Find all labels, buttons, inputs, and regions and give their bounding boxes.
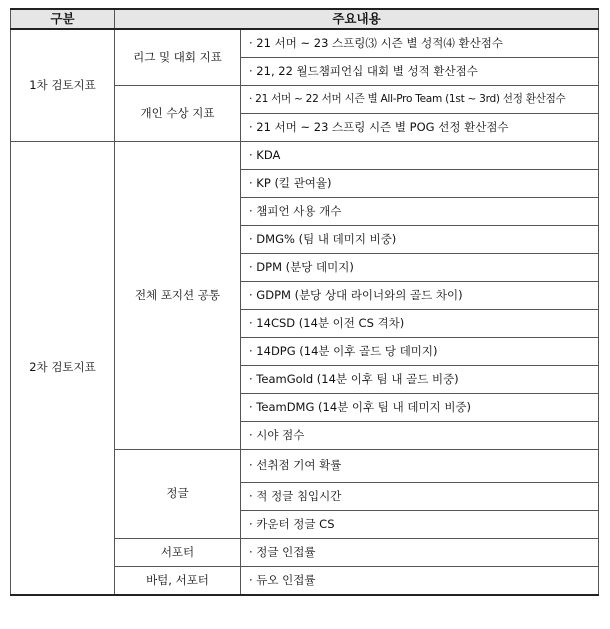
table-row	[11, 142, 599, 170]
list-item: · DMG% (팀 내 데미지 비중)	[241, 226, 599, 254]
indicator-table-container	[10, 8, 599, 596]
list-item: · 선취점 기여 확률	[241, 450, 599, 483]
list-item: · GDPM (분당 상대 라이너와의 골드 차이)	[241, 282, 599, 310]
list-item: · KP (킬 관여율)	[241, 170, 599, 198]
group-label-secondary: 2차 검토지표	[11, 142, 115, 596]
list-item: · 챔피언 사용 개수	[241, 198, 599, 226]
list-item: · TeamGold (14분 이후 팀 내 골드 비중)	[241, 366, 599, 394]
list-item: · 21 서머 ~ 23 스프링 시즌 별 POG 선정 환산점수	[241, 114, 599, 142]
list-item: · 21, 22 월드챔피언십 대회 별 성적 환산점수	[241, 58, 599, 86]
subgroup-label-jungle: 정글	[115, 450, 241, 539]
list-item: · 21 서머 ~ 23 스프링⑶ 시즌 별 성적⑷ 환산점수	[241, 29, 599, 58]
group-label-primary: 1차 검토지표	[11, 29, 115, 142]
table-row	[11, 29, 599, 58]
subgroup-label-league: 리그 및 대회 지표	[115, 29, 241, 86]
indicator-table	[10, 8, 599, 596]
header-content: 주요내용	[115, 9, 599, 29]
list-item: · KDA	[241, 142, 599, 170]
list-item: · 듀오 인접률	[241, 567, 599, 596]
list-item: · 시야 점수	[241, 422, 599, 450]
header-row	[11, 9, 599, 29]
list-item: · 카운터 정글 CS	[241, 511, 599, 539]
list-item: · 정글 인접률	[241, 539, 599, 567]
subgroup-label-common: 전체 포지션 공통	[115, 142, 241, 450]
list-item: · DPM (분당 데미지)	[241, 254, 599, 282]
list-item: · TeamDMG (14분 이후 팀 내 데미지 비중)	[241, 394, 599, 422]
list-item: · 14CSD (14분 이전 CS 격차)	[241, 310, 599, 338]
subgroup-label-bottom-support: 바텀, 서포터	[115, 567, 241, 596]
list-item: · 21 서머 ~ 22 서머 시즌 별 All-Pro Team (1st ~ 3rd) 선정 환산점수	[241, 86, 599, 114]
subgroup-label-support: 서포터	[115, 539, 241, 567]
header-category: 구분	[11, 9, 115, 29]
list-item: · 14DPG (14분 이후 골드 당 데미지)	[241, 338, 599, 366]
list-item: · 적 정글 침입시간	[241, 483, 599, 511]
subgroup-label-awards: 개인 수상 지표	[115, 86, 241, 142]
